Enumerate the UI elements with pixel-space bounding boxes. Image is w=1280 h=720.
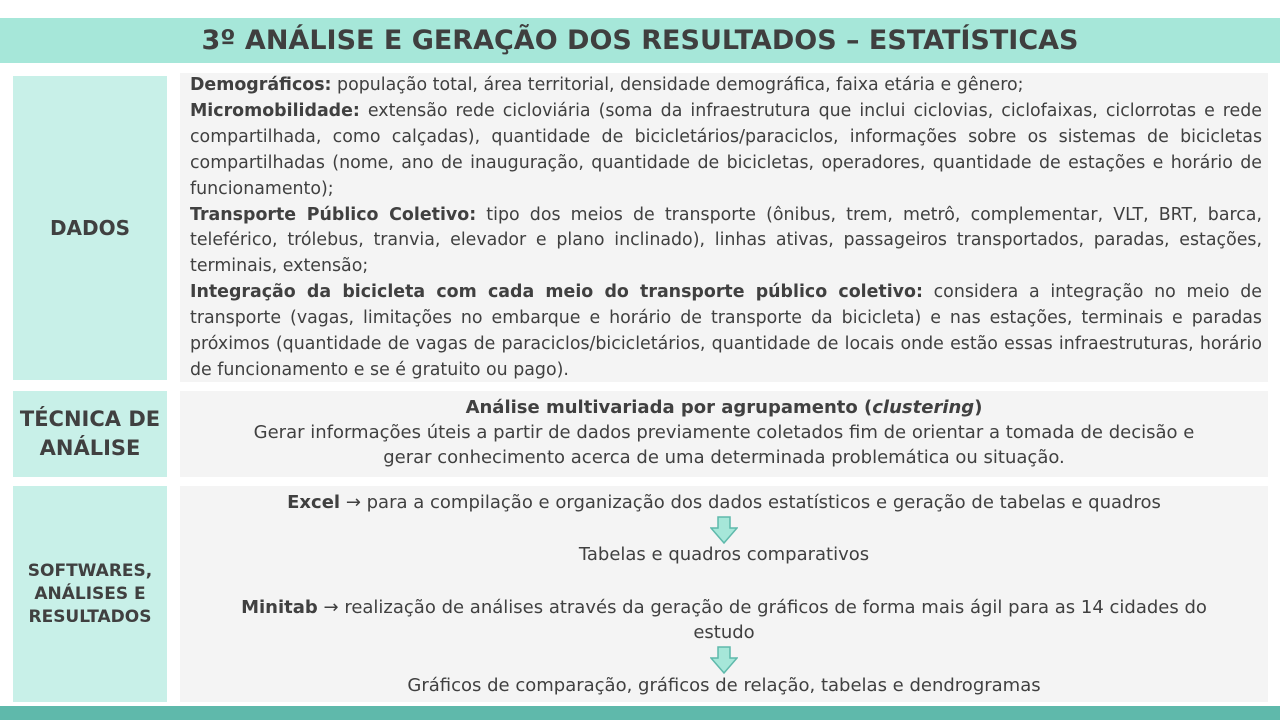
tecnica-label-line2: ANÁLISE	[39, 436, 141, 460]
dados-item-transporte	[190, 203, 1262, 281]
title-bar	[0, 18, 1280, 63]
bottom-bar	[0, 706, 1280, 720]
softwares-label-line1: SOFTWARES,	[27, 560, 153, 581]
dados-desc: população total, área territorial, densidade demográfica, faixa etária e gênero;	[331, 75, 1024, 95]
tecnica-line2: gerar conhecimento acerca de uma determinada problemática ou situação.	[383, 447, 1065, 468]
softwares-content	[180, 486, 1268, 702]
tecnica-heading-suffix: )	[974, 397, 983, 418]
dados-term: Micromobilidade:	[190, 100, 360, 121]
minitab-line2: estudo	[693, 622, 755, 643]
dados-term: Integração da bicicleta com cada meio do transporte público coletivo:	[190, 282, 923, 303]
minitab-line	[180, 595, 1268, 620]
tecnica-content	[180, 391, 1268, 477]
tecnica-line1: Gerar informações úteis a partir de dados previamente coletados fim de orientar a tomada de decisão e	[253, 422, 1195, 443]
softwares-label	[13, 486, 167, 702]
tecnica-heading	[180, 395, 1268, 420]
excel-result: Tabelas e quadros comparativos	[578, 544, 870, 565]
dados-term: Transporte Público Coletivo:	[190, 204, 477, 225]
dados-label-text: DADOS	[49, 216, 131, 240]
tecnica-label-line1: TÉCNICA DE	[19, 407, 161, 431]
tecnica-heading-prefix: Análise multivariada por agrupamento (	[465, 397, 873, 418]
dados-desc: extensão rede cicloviária (soma da infraestrutura que inclui ciclovias, ciclofaixas, ciclorrotas e rede compartilhada, como calçadas), quantidade de bicicletários/paraciclos, informações sobre os sistemas de bicicletas compartilhadas (nome, ano de inauguração, quantidade de bicicletas, operadores, quantidade de estações e horário de funcionamento);	[190, 100, 1262, 199]
excel-text: → para a compilação e organização dos dados estatísticos e geração de tabelas e quadros	[340, 492, 1161, 513]
minitab-result: Gráficos de comparação, gráficos de relação, tabelas e dendrogramas	[407, 675, 1041, 696]
down-arrow-icon	[710, 646, 738, 674]
tecnica-heading-italic: clustering	[872, 397, 975, 418]
minitab-text: → realização de análises através da geração de gráficos de forma mais ágil para as 14 cidades do	[317, 597, 1207, 618]
dados-desc: tipo dos meios de transporte (ônibus, trem, metrô, complementar, VLT, BRT, barca, teleférico, trólebus, tranvia, elevador e plano inclinado), linhas ativas, passageiros transportados, paradas, estações, terminais, extensão;	[190, 204, 1262, 277]
dados-item-demograficos	[190, 73, 1262, 99]
excel-term: Excel	[287, 492, 341, 513]
dados-content	[180, 73, 1268, 382]
tecnica-label	[13, 391, 167, 477]
softwares-label-line2: ANÁLISES E	[34, 583, 146, 604]
dados-desc: considera a integração no meio de transporte (vagas, limitações no embarque e horário de transporte da bicicleta) e nas estações, terminais e paradas próximos (quantidade de vagas de paraciclos/bicicletários, quantidade de locais onde estão essas infraestruturas, horário de funcionamento e se é gratuito ou pago).	[190, 282, 1262, 380]
dados-item-micromobilidade	[190, 99, 1262, 203]
dados-label	[13, 76, 167, 380]
excel-line	[180, 490, 1268, 515]
softwares-label-line3: RESULTADOS	[28, 606, 152, 627]
dados-term: Demográficos:	[190, 75, 332, 95]
page-title: 3º ANÁLISE E GERAÇÃO DOS RESULTADOS – ESTATÍSTICAS	[201, 25, 1079, 56]
down-arrow-icon	[710, 516, 738, 544]
minitab-term: Minitab	[241, 597, 318, 618]
dados-item-integracao	[190, 280, 1262, 384]
